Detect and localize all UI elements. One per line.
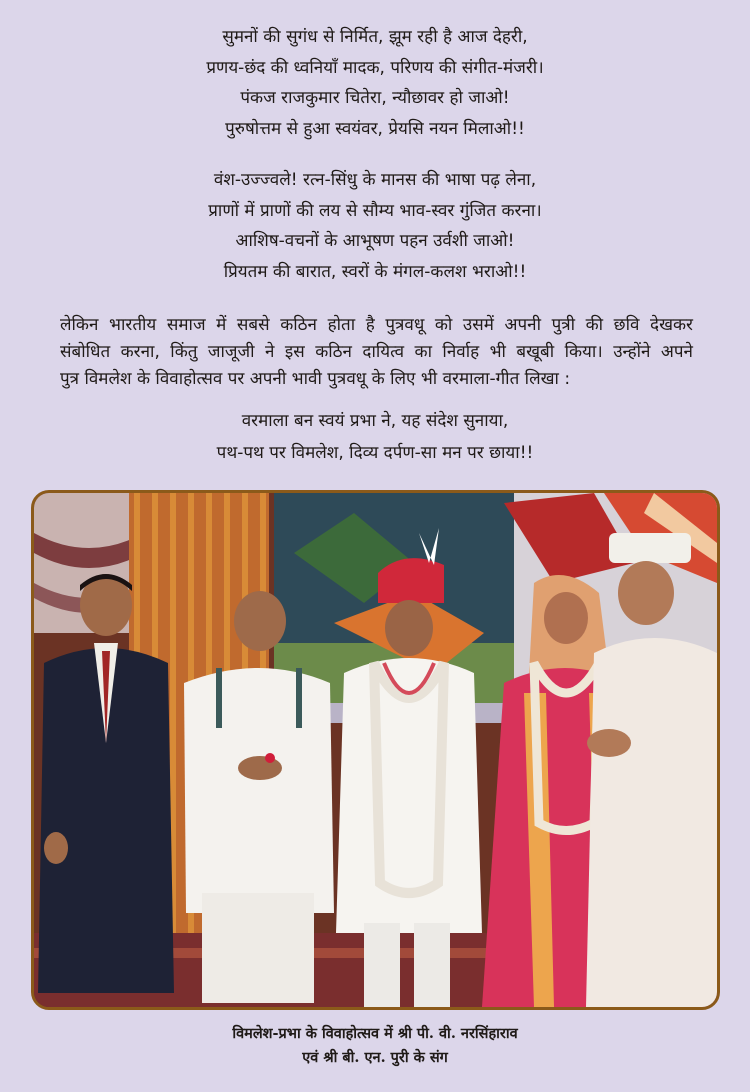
caption-line: एवं श्री बी. एन. पुरी के संग bbox=[302, 1049, 448, 1066]
poem-line: पथ-पथ पर विमलेश, दिव्य दर्पण-सा मन पर छाया!! bbox=[216, 443, 534, 463]
photo-caption bbox=[0, 1022, 750, 1070]
wedding-photo-illustration bbox=[34, 493, 717, 1007]
poem-stanza-1 bbox=[0, 22, 750, 144]
poem-line: प्रणय-छंद की ध्वनियाँ मादक, परिणय की संगीत-मंजरी। bbox=[206, 57, 544, 78]
poem-line: आशिष-वचनों के आभूषण पहन उर्वशी जाओ! bbox=[235, 231, 515, 251]
poem-line: पंकज राजकुमार चितेरा, न्यौछावर हो जाओ! bbox=[240, 88, 510, 108]
poem-line: सुमनों की सुगंध से निर्मित, झूम रही है आज देहरी, bbox=[222, 27, 528, 47]
prose-line: संबोधित करना, किंतु जाजूजी ने इस कठिन दायित्व का निर्वाह भी बखूबी किया। उन्होंने अपने bbox=[60, 342, 693, 362]
caption-line: विमलेश-प्रभा के विवाहोत्सव में श्री पी. वी. नरसिंहाराव bbox=[232, 1025, 518, 1042]
poem-line: पुरुषोत्तम से हुआ स्वयंवर, प्रेयसि नयन मिलाओ!! bbox=[225, 118, 525, 139]
prose-line: लेकिन भारतीय समाज में सबसे कठिन होता है पुत्रवधू को उसमें अपनी पुत्री की छवि देखकर bbox=[60, 315, 693, 335]
prose-paragraph bbox=[60, 312, 693, 393]
poem-line: प्रियतम की बारात, स्वरों के मंगल-कलश भराओ!! bbox=[223, 261, 527, 282]
poem-line: प्राणों में प्राणों की लय से सौम्य भाव-स्वर गुंजित करना। bbox=[208, 200, 542, 221]
prose-line: पुत्र विमलेश के विवाहोत्सव पर अपनी भावी पुत्रवधू के लिए भी वरमाला-गीत लिखा : bbox=[60, 369, 571, 389]
poem-line: वरमाला बन स्वयं प्रभा ने, यह संदेश सुनाया, bbox=[241, 411, 509, 431]
wedding-photo bbox=[31, 490, 720, 1010]
poem-stanza-2 bbox=[0, 165, 750, 287]
poem-line: वंश-उज्ज्वले! रत्न-सिंधु के मानस की भाषा पढ़ लेना, bbox=[213, 170, 537, 190]
poem-stanza-3 bbox=[0, 405, 750, 469]
